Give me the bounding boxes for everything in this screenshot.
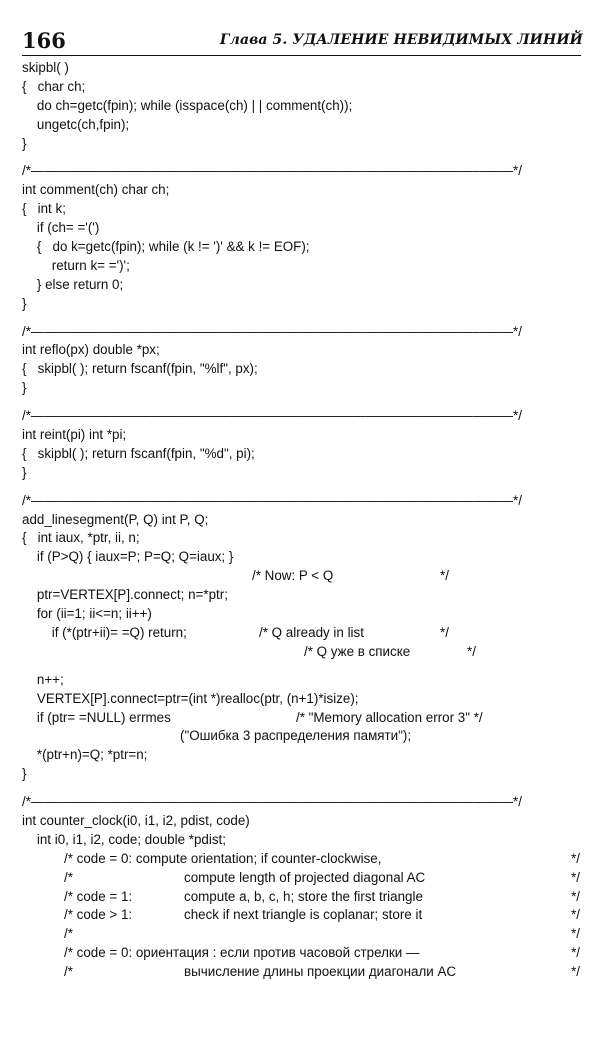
code-text: ("Ошибка 3 распределения памяти"); [180,728,412,744]
comment-close: */ [571,888,580,904]
code-line: } else return 0; [22,276,124,292]
code-line: { do k=getc(fpin); while (k != ')' && k != EOF); [22,239,310,255]
code-line: for (ii=1; ii<=n; ii++) [22,606,152,622]
code-line [22,869,582,888]
code-line: { char ch; [22,78,86,94]
code-line: { skipbl( ); return fscanf(fpin, "%lf", px); [22,361,258,377]
code-line: skipbl( ) [22,60,69,75]
blank-line [22,483,582,492]
page-number: 166 [22,28,66,53]
code-line [22,888,582,907]
code-line: { int k; [22,201,66,217]
code-line: { skipbl( ); return fscanf(fpin, "%d", pi); [22,445,255,461]
comment-open: /* [64,926,73,942]
comment-text: /* code = 0: compute orientation; if counter-clockwise, [64,850,382,866]
comment-open: /* [64,869,73,885]
code-line: int i0, i1, i2, code; double *pdist; [22,831,226,847]
separator-comment: /*————————————————————————————————————*/ [22,163,522,179]
code-line: } [22,295,27,311]
comment-text: /* code = 1: [64,888,133,904]
page-header [22,28,583,54]
blank-line [22,784,582,793]
separator-comment: /*————————————————————————————————————*/ [22,323,522,339]
code-line: add_linesegment(P, Q) int P, Q; [22,511,209,527]
code-line [22,944,582,963]
chapter-title: Глава 5. УДАЛЕНИЕ НЕВИДИМЫХ ЛИНИЙ [219,32,583,48]
code-line: } [22,380,27,396]
code-line: int comment(ch) char ch; [22,182,170,198]
code-line: n++; [22,671,64,687]
separator-comment: /*————————————————————————————————————*/ [22,408,522,424]
code-line [22,727,582,746]
code-line [22,624,582,643]
comment-close: */ [571,926,580,942]
header-rule [22,55,581,56]
code-line: } [22,464,27,480]
code-text: if (ptr= =NULL) errmes [22,709,171,725]
comment-close: */ [571,869,580,885]
code-line: int counter_clock(i0, i1, i2, pdist, code) [22,812,250,828]
comment-text: вычисление длины проекции диагонали AC [184,964,457,980]
code-text: if (*(ptr+ii)= =Q) return; [22,624,187,640]
comment-text: /* "Memory allocation error 3" */ [296,709,483,725]
code-line: ungetc(ch,fpin); [22,116,130,132]
code-line: } [22,766,27,782]
comment-text: compute length of projected diagonal AC [184,869,426,885]
comment-close: */ [571,907,580,923]
blank-line [22,153,582,162]
code-line [22,850,582,869]
code-line: ptr=VERTEX[P].connect; n=*ptr; [22,587,228,603]
comment-text: /* code = 0: ориентация : если против часовой стрелки — [64,945,420,961]
code-line [22,643,582,662]
blank-line [22,398,582,407]
comment-close: */ [571,850,580,866]
blank-line [22,662,582,671]
comment-text: /* Q already in list [259,624,364,640]
code-line: *(ptr+n)=Q; *ptr=n; [22,747,148,763]
code-line: return k= =')'; [22,257,130,273]
comment-close: */ [440,624,449,640]
code-line: do ch=getc(fpin); while (isspace(ch) | | comment(ch)); [22,97,353,113]
comment-close: */ [571,964,580,980]
blank-line [22,314,582,323]
code-line: VERTEX[P].connect=ptr=(int *)realloc(ptr, (n+1)*isize); [22,690,359,706]
separator-comment: /*————————————————————————————————————*/ [22,492,522,508]
code-line: if (P>Q) { iaux=P; P=Q; Q=iaux; } [22,549,234,565]
code-line: if (ch= ='(') [22,220,100,236]
comment-close: */ [440,568,449,584]
code-line: int reint(pi) int *pi; [22,427,127,443]
code-line [22,925,582,944]
comment-text: /* code > 1: [64,907,133,923]
comment-text: /* Now: P < Q [252,568,334,584]
comment-close: */ [571,945,580,961]
comment-text: check if next triangle is coplanar; store it [184,907,423,923]
code-line [22,906,582,925]
code-line: { int iaux, *ptr, ii, n; [22,530,140,546]
comment-open: /* [64,964,73,980]
comment-text: compute a, b, c, h; store the first triangle [184,888,423,904]
code-line: } [22,135,27,151]
code-line [22,567,582,586]
comment-text: /* Q уже в списке [304,643,411,659]
code-line [22,709,582,728]
code-line: int reflo(px) double *px; [22,342,160,358]
code-listing [22,59,582,982]
separator-comment: /*————————————————————————————————————*/ [22,794,522,810]
code-line [22,963,582,982]
comment-close: */ [467,643,476,659]
